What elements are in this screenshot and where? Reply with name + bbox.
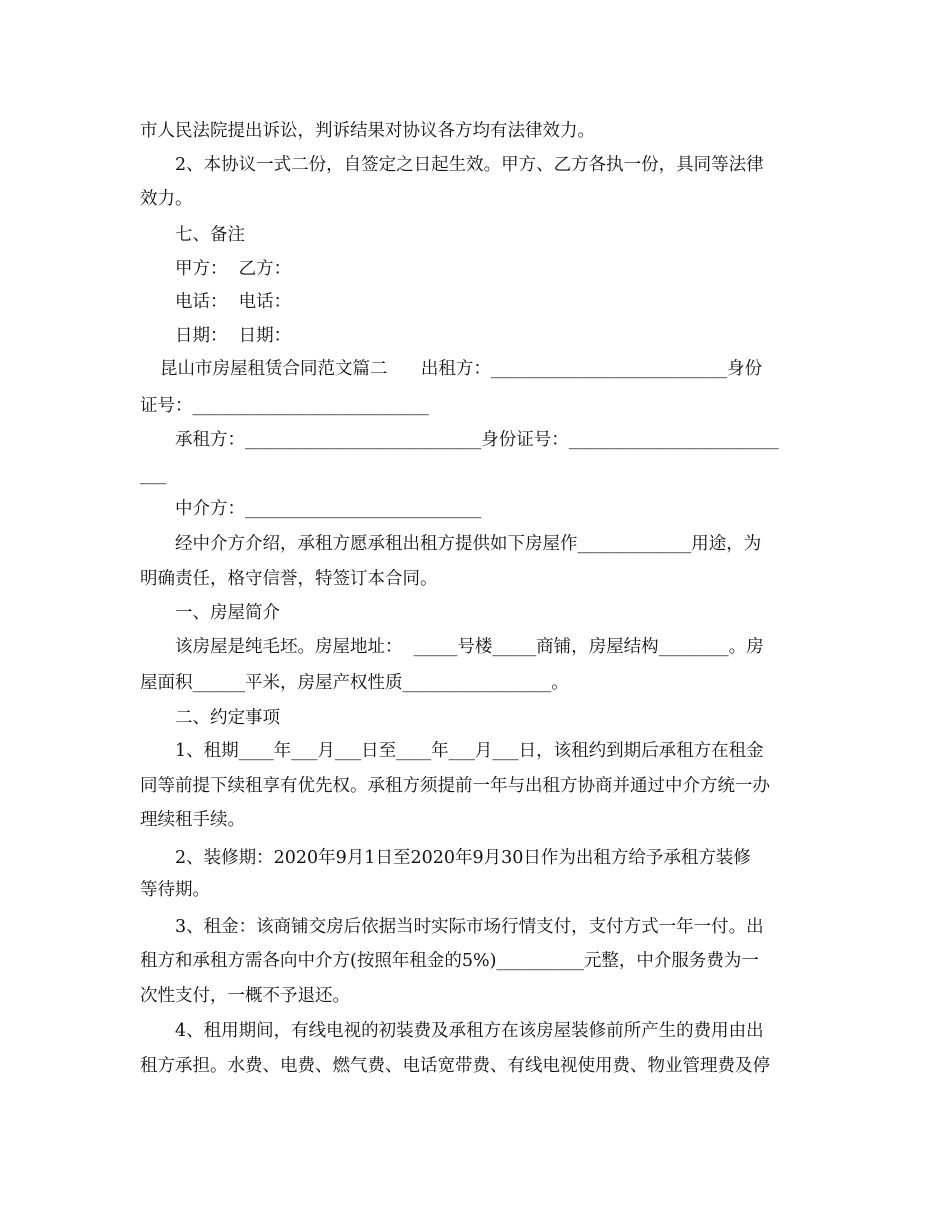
paragraph-line: 承租方：___________________________身份证号：________________________ (175, 430, 779, 450)
paragraph-line: 3、租金：该商铺交房后依据当时实际市场行情支付，支付方式一年一付。出 (175, 917, 764, 937)
section-heading: 七、备注 (175, 225, 245, 245)
paragraph-line: 该房屋是纯毛坯。房屋地址： _____号楼_____商铺，房屋结构________。房 (175, 637, 764, 657)
paragraph-line: 等待期。 (140, 880, 210, 900)
paragraph-line: 市人民法院提出诉讼，判诉结果对协议各方均有法律效力。 (140, 121, 595, 141)
paragraph-line: 4、租用期间，有线电视的初装费及承租方在该房屋装修前所产生的费用由出 (175, 1021, 764, 1041)
paragraph-line: 2、装修期：2020年9月1日至2020年9月30日作为出租方给予承租方装修 (175, 848, 751, 868)
paragraph-line: 效力。 (140, 189, 193, 209)
section-heading: 二、约定事项 (175, 708, 280, 728)
contract-title-line: 昆山市房屋租赁合同范文篇二 出租方：___________________________身份 (160, 359, 763, 379)
signature-phone-line: 电话： 电话： (175, 292, 292, 312)
signature-date-line: 日期： 日期： (175, 326, 292, 346)
paragraph-line: 理续租手续。 (140, 810, 245, 830)
paragraph-line: 中介方：___________________________ (175, 499, 482, 519)
paragraph-line: 2、本协议一式二份，自签定之日起生效。甲方、乙方各执一份，具同等法律 (175, 155, 764, 175)
paragraph-line: 明确责任，格守信誉，特签订本合同。 (140, 569, 438, 589)
paragraph-line: 1、租期____年___月___日至____年___月___日，该租约到期后承租方在租金 (175, 741, 764, 761)
section-heading: 一、房屋简介 (175, 603, 280, 623)
paragraph-line: 屋面积______平米，房屋产权性质_________________。 (140, 673, 569, 693)
paragraph-line: 证号：___________________________ (140, 396, 429, 416)
paragraph-line: 租方承担。水费、电费、燃气费、电话宽带费、有线电视使用费、物业管理费及停 (140, 1056, 770, 1076)
paragraph-line: 租方和承租方需各向中介方(按照年租金的5%)__________元整，中介服务费为一 (140, 951, 759, 971)
paragraph-line: ___ (140, 465, 167, 485)
paragraph-line: 次性支付，一概不予退还。 (140, 986, 350, 1006)
signature-party-line: 甲方： 乙方： (175, 259, 292, 279)
paragraph-line: 经中介方介绍，承租方愿承租出租方提供如下房屋作_____________用途，为 (175, 534, 762, 554)
paragraph-line: 同等前提下续租享有优先权。承租方须提前一年与出租方协商并通过中介方统一办 (140, 776, 770, 796)
